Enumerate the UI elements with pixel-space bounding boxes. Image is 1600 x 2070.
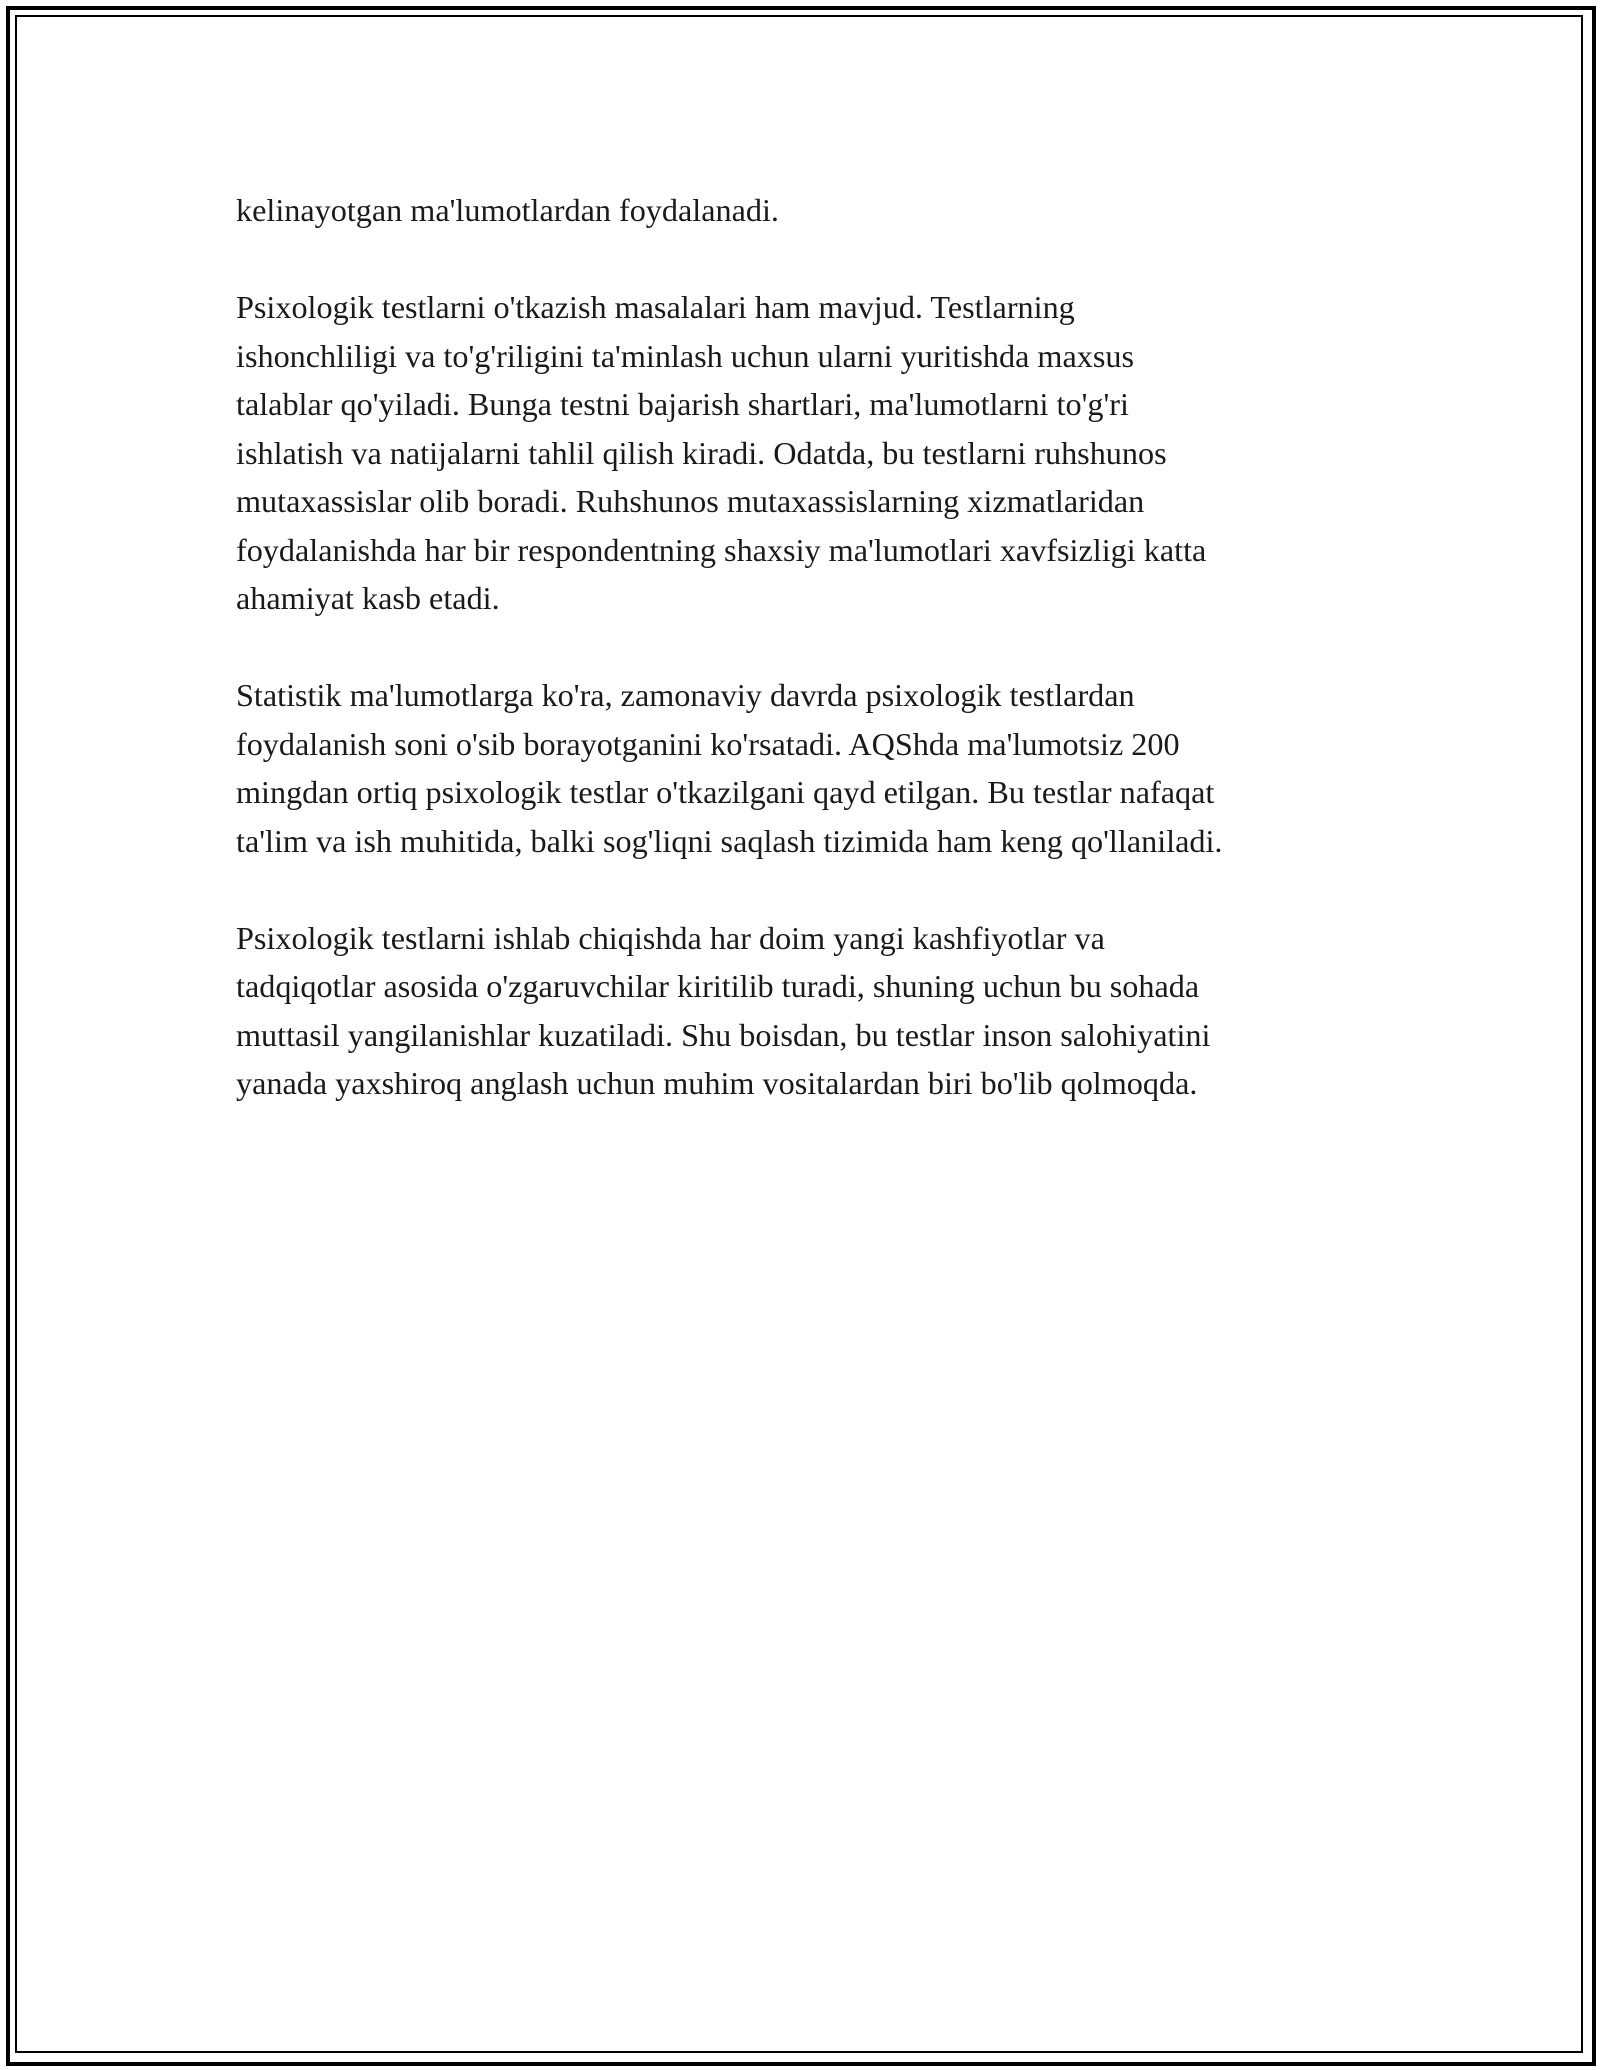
- paragraph-3: [236, 671, 1381, 865]
- paragraph-2: [236, 283, 1381, 623]
- text-line: ahamiyat kasb etadi.: [236, 580, 500, 616]
- text-line: ta'lim va ish muhitida, balki sog'liqni saqlash tizimida ham keng qo'llaniladi.: [236, 822, 1223, 859]
- paragraph-4: [236, 914, 1381, 1108]
- text-line: Psixologik testlarni ishlab chiqishda har doim yangi kashfiyotlar va: [236, 919, 1105, 956]
- text-line: ishlatish va natijalarni tahlil qilish kiradi. Odatda, bu testlarni ruhshunos: [236, 434, 1167, 471]
- text-line: yanada yaxshiroq anglash uchun muhim vositalardan biri bo'lib qolmoqda.: [236, 1065, 1198, 1101]
- text-line: mutaxassislar olib boradi. Ruhshunos mutaxassislarning xizmatlaridan: [236, 483, 1145, 519]
- paragraph-1: [236, 186, 1381, 235]
- text-line: foydalanish soni o'sib borayotganini ko'rsatadi. AQShda ma'lumotsiz 200: [236, 725, 1180, 762]
- text-line: tadqiqotlar asosida o'zgaruvchilar kiritilib turadi, shuning uchun bu sohada: [236, 968, 1200, 1004]
- document-body: [236, 186, 1381, 1156]
- text-line: ishonchliligi va to'g'riligini ta'minlash uchun ularni yuritishda maxsus: [236, 337, 1134, 374]
- text-line: kelinayotgan ma'lumotlardan foydalanadi.: [236, 192, 779, 228]
- text-line: mingdan ortiq psixologik testlar o'tkazilgani qayd etilgan. Bu testlar nafaqat: [236, 774, 1215, 810]
- text-line: muttasil yangilanishlar kuzatiladi. Shu boisdan, bu testlar inson salohiyatini: [236, 1016, 1211, 1053]
- text-line: foydalanishda har bir respondentning shaxsiy ma'lumotlari xavfsizligi katta: [236, 531, 1207, 568]
- text-line: Psixologik testlarni o'tkazish masalalari ham mavjud. Testlarning: [236, 289, 1075, 325]
- text-line: Statistik ma'lumotlarga ko'ra, zamonaviy davrda psixologik testlardan: [236, 677, 1135, 713]
- text-line: talablar qo'yiladi. Bunga testni bajarish shartlari, ma'lumotlarni to'g'ri: [236, 386, 1129, 422]
